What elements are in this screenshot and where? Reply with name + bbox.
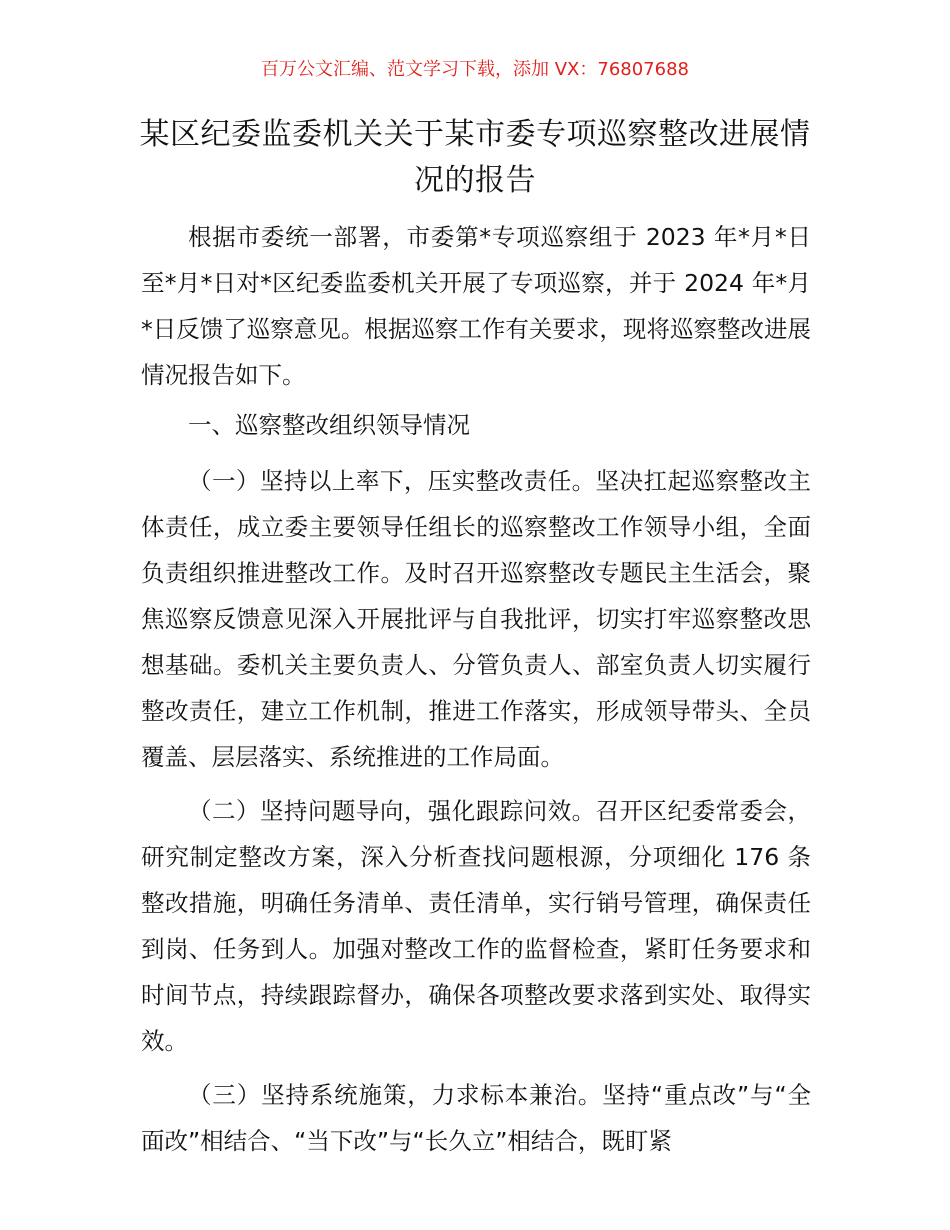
document-body [141, 214, 811, 1164]
document-title: 某区纪委监委机关关于某市委专项巡察整改进展情况的报告 [139, 117, 811, 198]
paragraph-2: （二）坚持问题导向，强化跟踪问效。召开区纪委常委会，研究制定整改方案，深入分析查找问题根源，分项细化 176 条整改措施，明确任务清单、责任清单，实行销号管理，确保责任到岗、任务到人。加强对整改工作的监督检查，紧盯任务要求和时间节点，持续跟踪督办，确保各项整改要求落到实处、取得实效。 [141, 797, 811, 1055]
paragraph-3: （三）坚持系统施策，力求标本兼治。坚持“重点改”与“全面改”相结合、“当下改”与“长久立”相结合，既盯紧 [141, 1081, 811, 1155]
intro-paragraph: 根据市委统一部署，市委第*专项巡察组于 2023 年*月*日至*月*日对*区纪委监委机关开展了专项巡察，并于 2024 年*月*日反馈了巡察意见。根据巡察工作有关要求，现将巡察整改进展情况报告如下。 [141, 223, 811, 389]
section-heading: 一、巡察整改组织领导情况 [188, 411, 470, 439]
paragraph-1: （一）坚持以上率下，压实整改责任。坚决扛起巡察整改主体责任，成立委主要领导任组长的巡察整改工作领导小组，全面负责组织推进整改工作。及时召开巡察整改专题民主生活会，聚焦巡察反馈意见深入开展批评与自我批评，切实打牢巡察整改思想基础。委机关主要负责人、分管负责人、部室负责人切实履行整改责任，建立工作机制，推进工作落实，形成领导带头、全员覆盖、层层落实、系统推进的工作局面。 [141, 467, 811, 771]
watermark-banner: 百万公文汇编、范文学习下载，添加 VX：76807688 [261, 59, 689, 80]
